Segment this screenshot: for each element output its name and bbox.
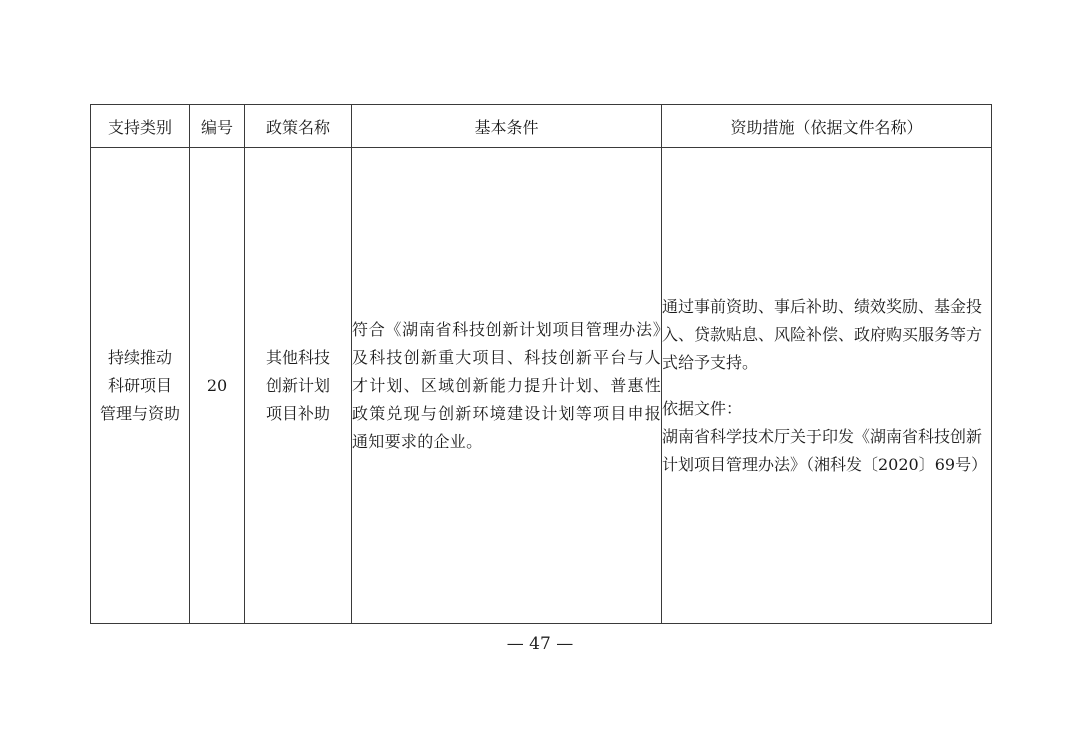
header-category: 支持类别	[91, 105, 190, 148]
category-line: 持续推动	[107, 347, 172, 367]
measures-text: 通过事前资助、事后补助、绩效奖励、基金投入、贷款贴息、风险补偿、政府购买服务等方式给予支持。	[662, 296, 983, 372]
category-line: 管理与资助	[99, 403, 180, 423]
policy-name-line: 创新计划	[265, 375, 330, 395]
header-policy-name: 政策名称	[245, 105, 352, 148]
header-number: 编号	[190, 105, 245, 148]
basis-label: 依据文件：	[662, 398, 743, 418]
cell-number: 20	[190, 148, 245, 624]
policy-name-line: 项目补助	[265, 403, 330, 423]
policy-table	[90, 104, 992, 624]
page-number: — 47 —	[506, 634, 574, 654]
category-line: 科研项目	[107, 375, 172, 395]
table-row	[91, 148, 992, 624]
cell-policy-name	[245, 148, 352, 624]
cell-category	[91, 148, 190, 624]
header-conditions: 基本条件	[352, 105, 662, 148]
cell-measures	[662, 148, 992, 624]
basis-text: 湖南省科学技术厅关于印发《湖南省科技创新计划项目管理办法》（湘科发〔2020〕69号）	[662, 426, 988, 474]
cell-conditions: 符合《湖南省科技创新计划项目管理办法》及科技创新重大项目、科技创新平台与人才计划、区域创新能力提升计划、普惠性政策兑现与创新环境建设计划等项目申报通知要求的企业。	[352, 148, 662, 624]
policy-name-line: 其他科技	[265, 347, 330, 367]
header-measures: 资助措施（依据文件名称）	[662, 105, 992, 148]
table-header-row	[91, 105, 992, 148]
